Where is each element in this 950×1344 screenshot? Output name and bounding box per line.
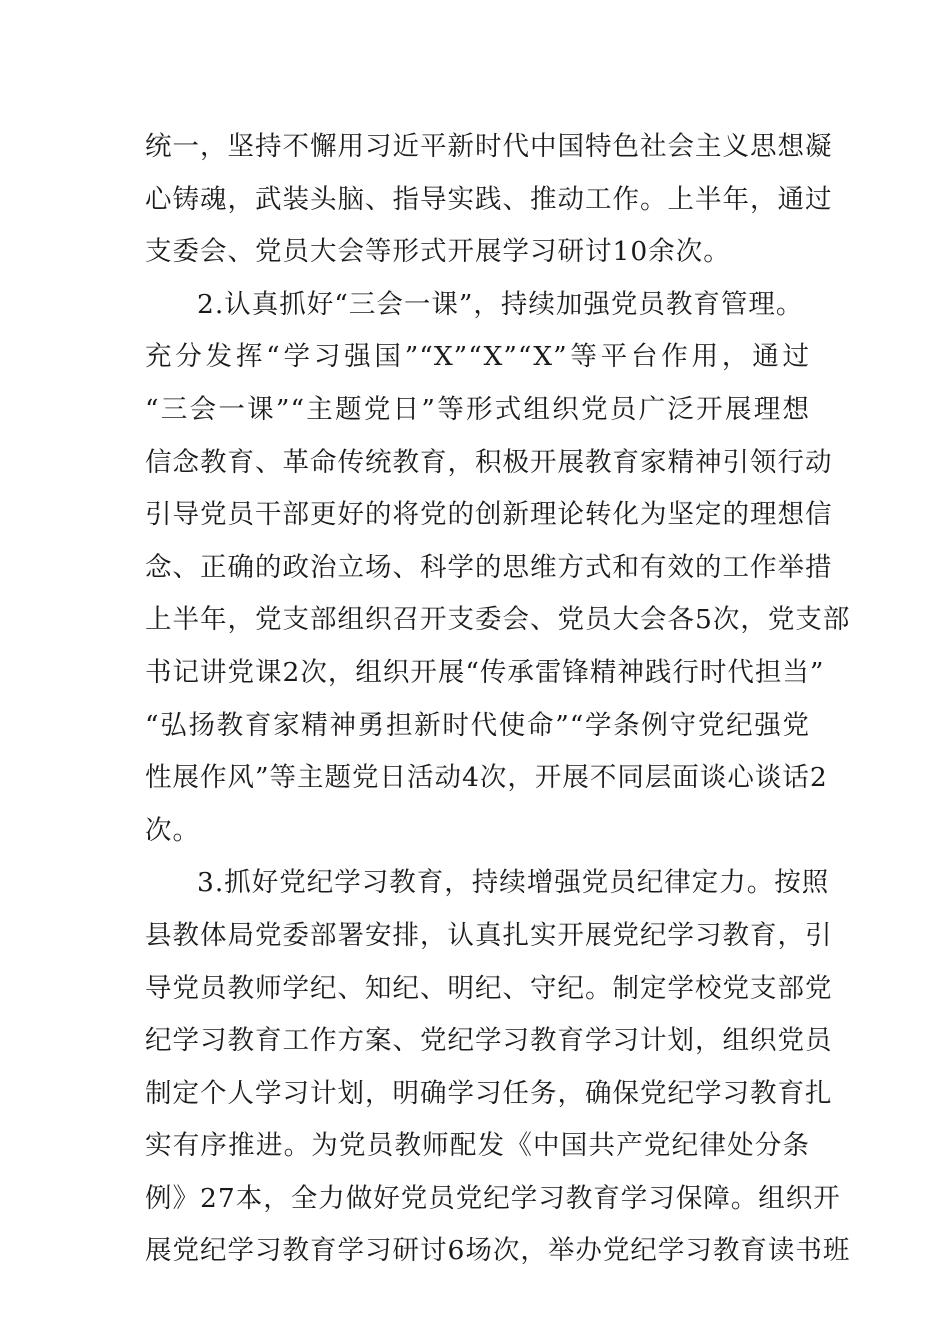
text-line: 支委会、党员大会等形式开展学习研讨10余次。 — [145, 236, 731, 268]
text-line: “弘扬教育家精神勇担新时代使命”“学条例守党纪强党 — [145, 709, 810, 741]
text-line: 纪学习教育工作方案、党纪学习教育学习计划，组织党员 — [145, 1025, 833, 1057]
text-line: 引导党员干部更好的将党的创新理论转化为坚定的理想信 — [145, 499, 833, 531]
text-line: 制定个人学习计划，明确学习任务，确保党纪学习教育扎 — [145, 1077, 833, 1109]
text-line: 2.认真抓好“三会一课”，持续加强党员教育管理。 — [197, 288, 804, 320]
text-line: 3.抓好党纪学习教育，持续增强党员纪律定力。按照 — [197, 867, 830, 899]
text-line: 县教体局党委部署安排，认真扎实开展党纪学习教育，引 — [145, 919, 833, 951]
paragraph-1 — [145, 121, 833, 279]
paragraph-3 — [145, 857, 851, 1278]
text-line: 念、正确的政治立场、科学的思维方式和有效的工作举措 — [145, 551, 833, 583]
text-line: 例》27本，全力做好党员党纪学习教育学习保障。组织开 — [145, 1182, 841, 1214]
paragraph-2 — [145, 279, 851, 858]
text-line: 充分发挥“学习强国”“X”“X”“X”等平台作用，通过 — [145, 341, 810, 373]
text-line: 心铸魂，武装头脑、指导实践、推动工作。上半年，通过 — [145, 183, 833, 215]
text-line: 上半年，党支部组织召开支委会、党员大会各5次，党支部 — [145, 604, 851, 636]
text-line: 次。 — [145, 814, 200, 846]
text-line: 信念教育、革命传统教育，积极开展教育家精神引领行动 — [145, 446, 833, 478]
document-body — [145, 121, 851, 1278]
text-line: 性展作风”等主题党日活动4次，开展不同层面谈心谈话2 — [145, 762, 828, 794]
text-line: “三会一课”“主题党日”等形式组织党员广泛开展理想 — [145, 393, 810, 425]
text-line: 展党纪学习教育学习研讨6场次，举办党纪学习教育读书班 — [145, 1235, 851, 1267]
text-line: 统一，坚持不懈用习近平新时代中国特色社会主义思想凝 — [145, 131, 833, 162]
text-line: 书记讲党课2次，组织开展“传承雷锋精神践行时代担当” — [145, 656, 825, 688]
text-line: 实有序推进。为党员教师配发《中国共产党纪律处分条 — [145, 1130, 810, 1162]
text-line: 导党员教师学纪、知纪、明纪、守纪。制定学校党支部党 — [145, 972, 833, 1004]
